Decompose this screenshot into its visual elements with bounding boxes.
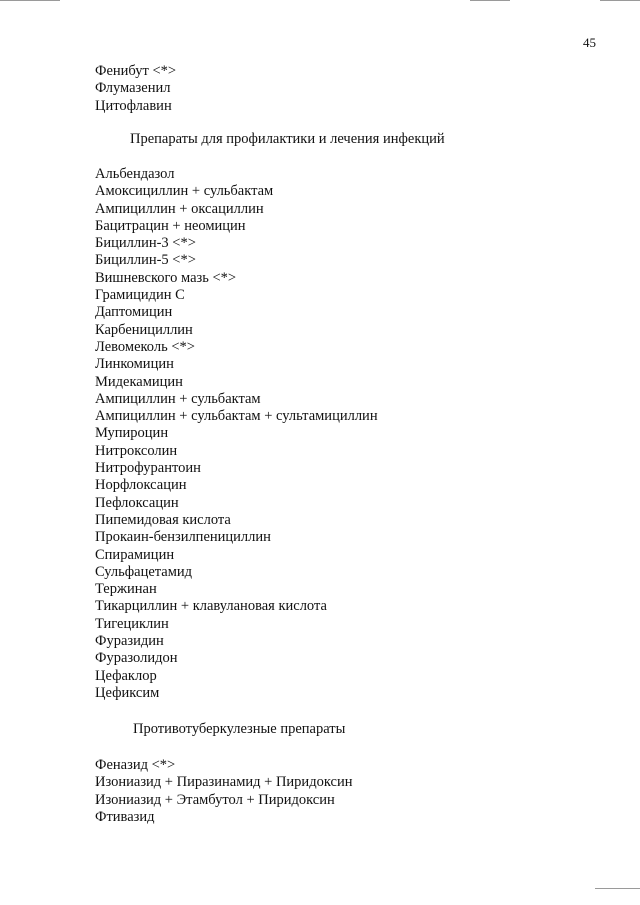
list-item: Альбендазол bbox=[95, 166, 175, 182]
list-item: Бацитрацин + неомицин bbox=[95, 217, 246, 234]
section-heading-infections: Препараты для профилактики и лечения инфекций bbox=[130, 131, 445, 147]
page-number: 45 bbox=[583, 35, 596, 50]
drug-list-top bbox=[95, 63, 176, 115]
list-item: Норфлоксацин bbox=[95, 477, 187, 494]
scan-edge-mark bbox=[0, 0, 60, 1]
list-item: Карбенициллин bbox=[95, 321, 193, 338]
drug-list-infections bbox=[95, 166, 378, 702]
list-item: Спирамицин bbox=[95, 546, 175, 563]
list-item: Пипемидовая кислота bbox=[95, 511, 231, 528]
list-item: Даптомицин bbox=[95, 304, 173, 321]
list-item: Фуразолидон bbox=[95, 650, 178, 667]
list-item: Сульфацетамид bbox=[95, 563, 193, 580]
list-item: Прокаин-бензилпенициллин bbox=[95, 529, 271, 546]
list-item: Цефиксим bbox=[95, 684, 160, 701]
list-item: Амоксициллин + сульбактам bbox=[95, 183, 274, 200]
list-item: Тигециклин bbox=[95, 615, 169, 632]
drug-list-tuberculosis bbox=[95, 757, 352, 826]
list-item: Мупироцин bbox=[95, 425, 169, 442]
section-heading-tuberculosis: Противотуберкулезные препараты bbox=[133, 721, 346, 737]
list-item: Фтивазид bbox=[95, 808, 155, 825]
list-item: Цефаклор bbox=[95, 667, 157, 684]
list-item: Левомеколь <*> bbox=[95, 338, 195, 355]
list-item: Линкомицин bbox=[95, 356, 174, 373]
list-item: Фуразидин bbox=[95, 633, 164, 650]
list-item: Фенибут <*> bbox=[95, 63, 177, 79]
list-item: Изониазид + Этамбутол + Пиридоксин bbox=[95, 791, 335, 808]
list-item: Цитофлавин bbox=[95, 97, 172, 114]
list-item: Нитрофурантоин bbox=[95, 460, 201, 477]
list-item: Феназид <*> bbox=[95, 757, 176, 773]
list-item: Ампициллин + сульбактам bbox=[95, 390, 261, 407]
list-item: Бициллин-3 <*> bbox=[95, 235, 196, 252]
list-item: Мидекамицин bbox=[95, 373, 183, 390]
list-item: Ампициллин + оксациллин bbox=[95, 200, 264, 217]
scan-edge-mark bbox=[595, 888, 640, 889]
list-item: Вишневского мазь <*> bbox=[95, 269, 237, 286]
list-item: Ампициллин + сульбактам + сультамициллин bbox=[95, 408, 378, 425]
list-item: Тержинан bbox=[95, 581, 157, 598]
list-item: Флумазенил bbox=[95, 80, 171, 97]
list-item: Нитроксолин bbox=[95, 442, 178, 459]
scan-edge-mark bbox=[600, 0, 640, 1]
list-item: Пефлоксацин bbox=[95, 494, 179, 511]
list-item: Тикарциллин + клавулановая кислота bbox=[95, 598, 327, 615]
list-item: Изониазид + Пиразинамид + Пиридоксин bbox=[95, 774, 353, 791]
list-item: Бициллин-5 <*> bbox=[95, 252, 196, 269]
list-item: Грамицидин С bbox=[95, 287, 185, 304]
scan-edge-mark bbox=[470, 0, 510, 1]
